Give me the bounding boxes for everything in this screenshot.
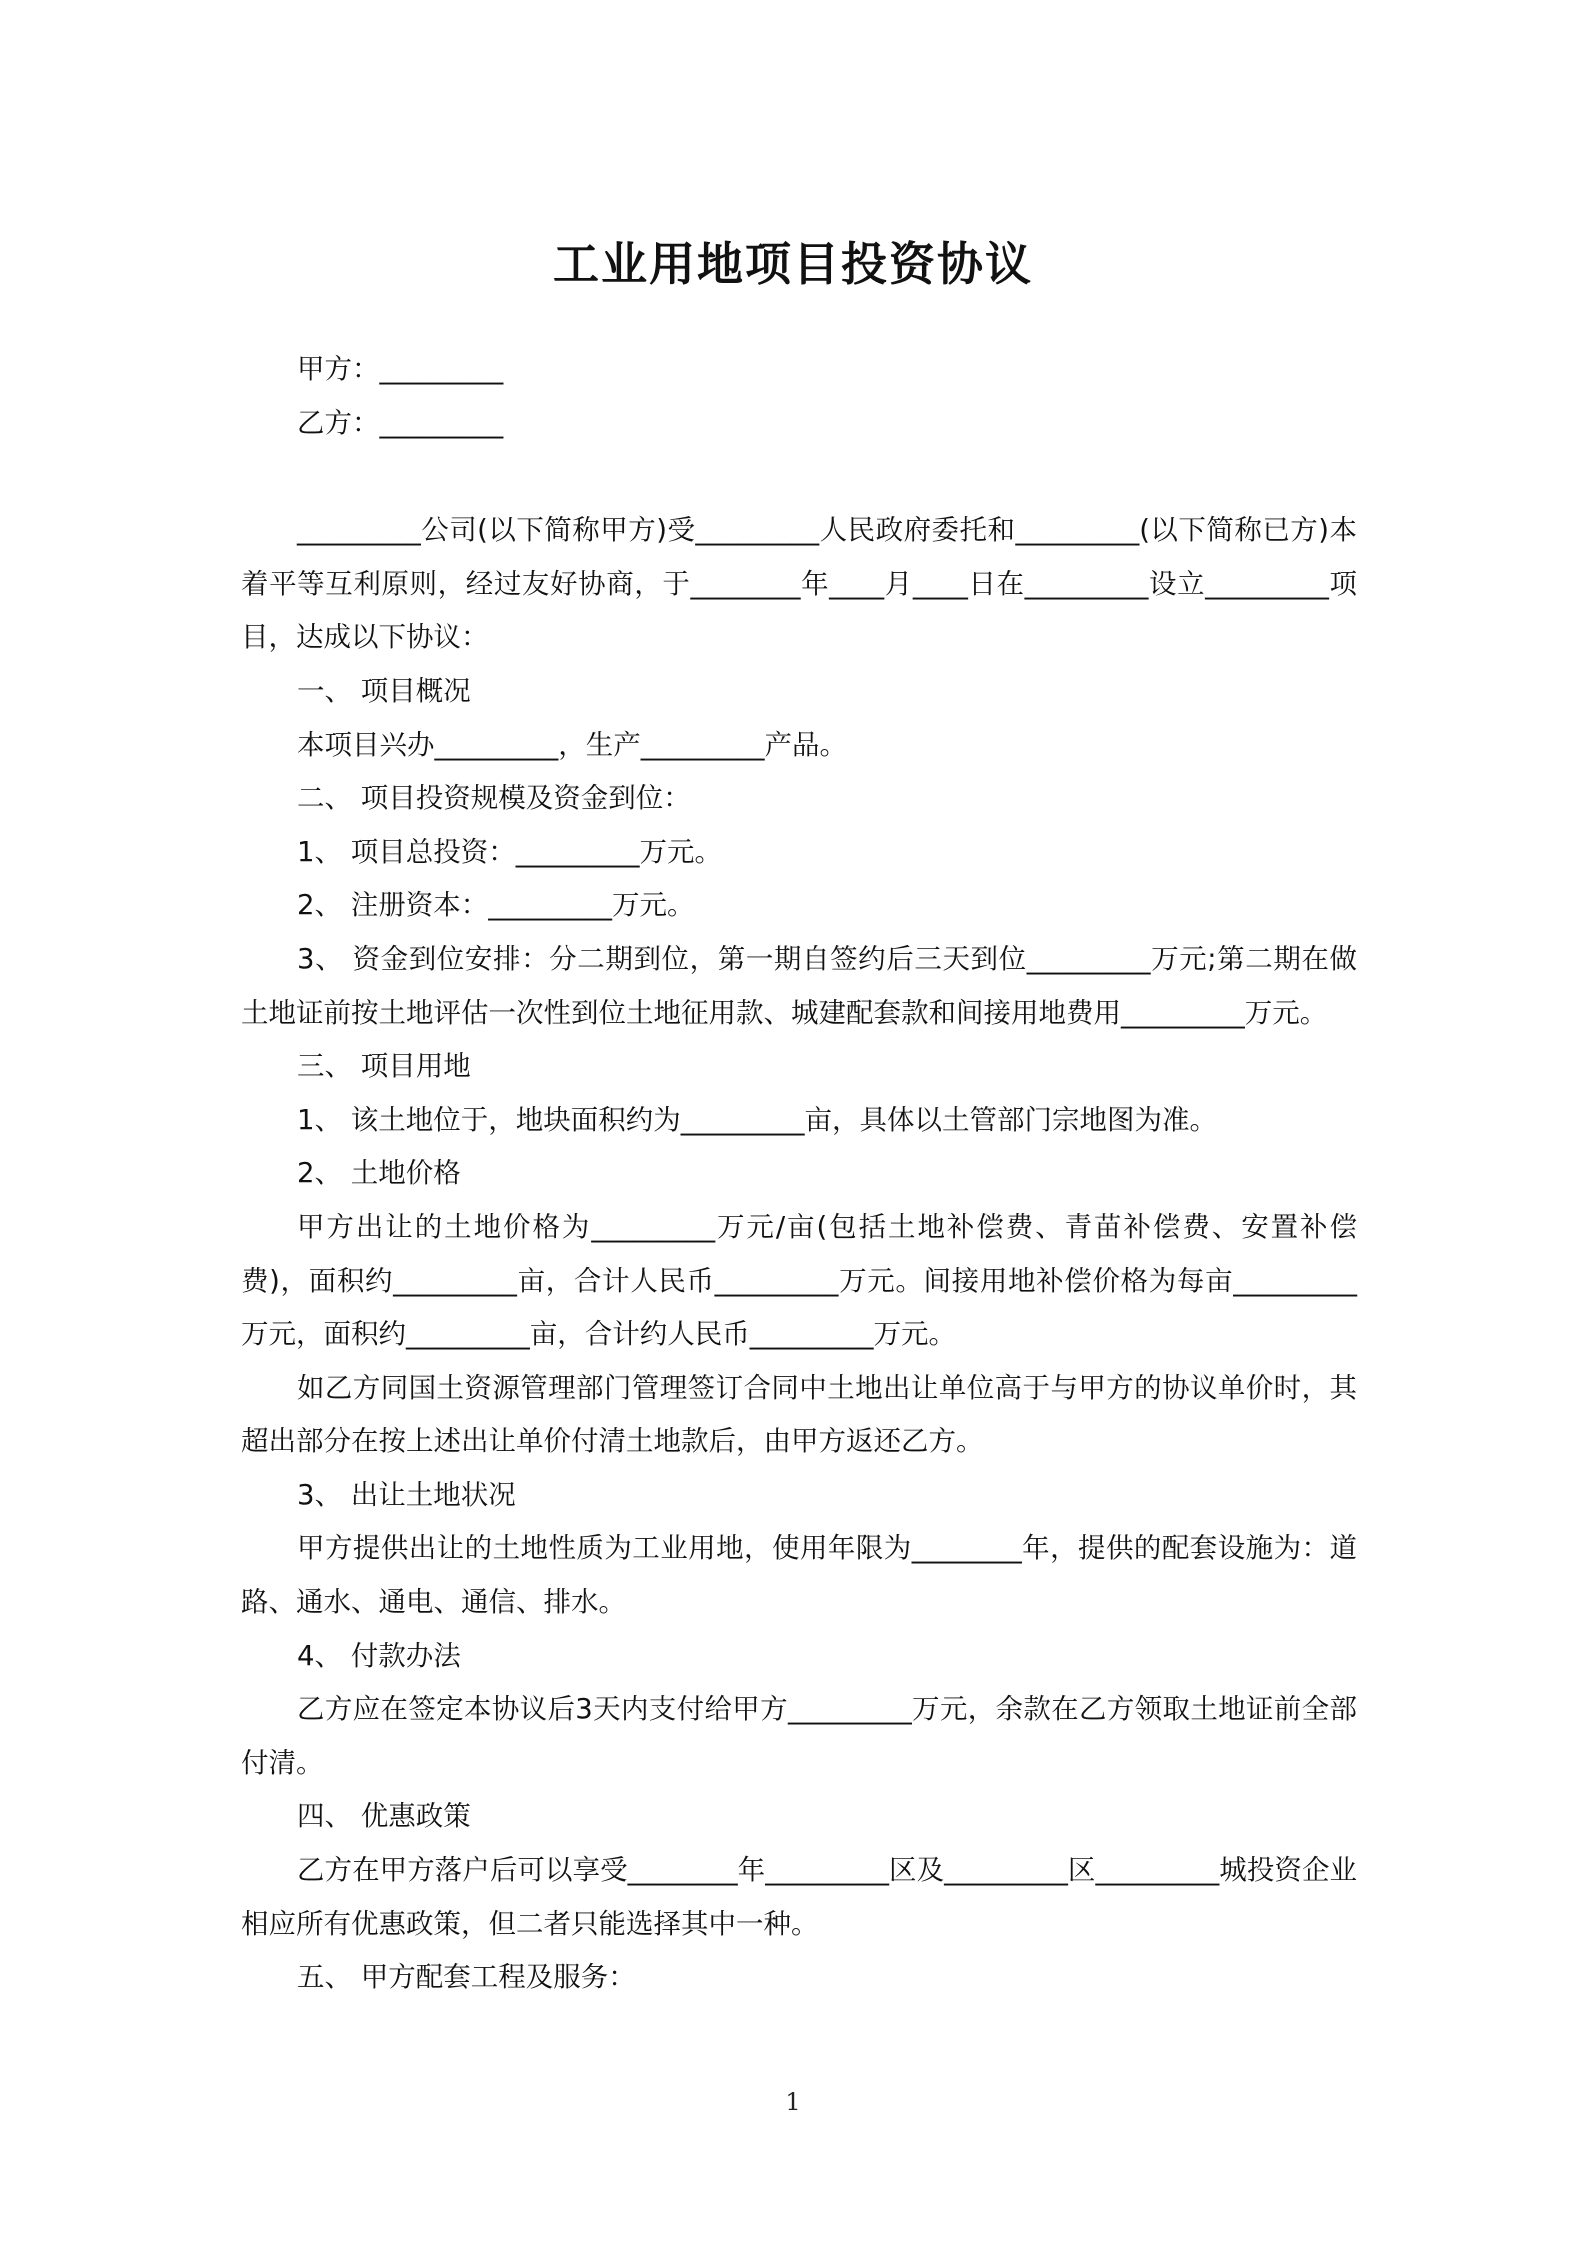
party-a-line: 甲方：_________ — [297, 353, 504, 385]
clause-item: 2、 注册资本：_________万元。 — [297, 889, 695, 922]
section-heading-1: 一、 项目概况 — [297, 674, 471, 707]
document-body — [241, 343, 1357, 2005]
section-heading-2: 二、 项目投资规模及资金到位： — [297, 782, 691, 815]
clause-item: 1、 项目总投资：_________万元。 — [297, 835, 722, 868]
paragraph: 乙方应在签定本协议后3天内支付给甲方_________万元，余款在乙方领取土地证前全部付清。 — [241, 1693, 1357, 1779]
party-b-line: 乙方：_________ — [297, 406, 504, 439]
clause-item: 2、 土地价格 — [297, 1157, 461, 1190]
document-title: 工业用地项目投资协议 — [553, 237, 1033, 291]
section-heading-3: 三、 项目用地 — [297, 1050, 471, 1083]
paragraph: 甲方出让的土地价格为_________万元/亩(包括土地补偿费、青苗补偿费、安置补偿费)，面积约_________亩，合计人民币_________万元。间接用地补偿价格为每亩_________万元，面积约_________亩，合计约人民币_________万元。 — [241, 1210, 1357, 1351]
paragraph: 乙方在甲方落户后可以享受________年_________区及_________区_________城投资企业相应所有优惠政策，但二者只能选择其中一种。 — [241, 1854, 1357, 1940]
clause-item: 3、 资金到位安排：分二期到位，第一期自签约后三天到位_________万元;第二期在做土地证前按土地评估一次性到位土地征用款、城建配套款和间接用地费用_________万元。 — [241, 942, 1357, 1029]
clause-item: 4、 付款办法 — [297, 1639, 461, 1672]
blank-line — [241, 450, 1357, 504]
preamble-paragraph: _________公司(以下简称甲方)受_________人民政府委托和_________(以下简称已方)本着平等互利原则，经过友好协商，于________年____月____日在_________设立_________项目，达成以下协议： — [241, 514, 1357, 654]
paragraph: 如乙方同国土资源管理部门管理签订合同中土地出让单位高于与甲方的协议单价时，其超出部分在按上述出让单价付清土地款后，由甲方返还乙方。 — [241, 1371, 1357, 1458]
section-heading-4: 四、 优惠政策 — [297, 1800, 471, 1833]
clause-item: 1、 该土地位于，地块面积约为_________亩，具体以土管部门宗地图为准。 — [297, 1103, 1217, 1136]
paragraph: 甲方提供出让的土地性质为工业用地，使用年限为________年，提供的配套设施为：道路、通水、通电、通信、排水。 — [241, 1532, 1357, 1619]
section-heading-5: 五、 甲方配套工程及服务： — [297, 1961, 636, 1994]
clause-item: 3、 出让土地状况 — [297, 1478, 516, 1511]
page-number: 1 — [785, 2088, 801, 2116]
paragraph: 本项目兴办_________，生产_________产品。 — [297, 728, 847, 761]
